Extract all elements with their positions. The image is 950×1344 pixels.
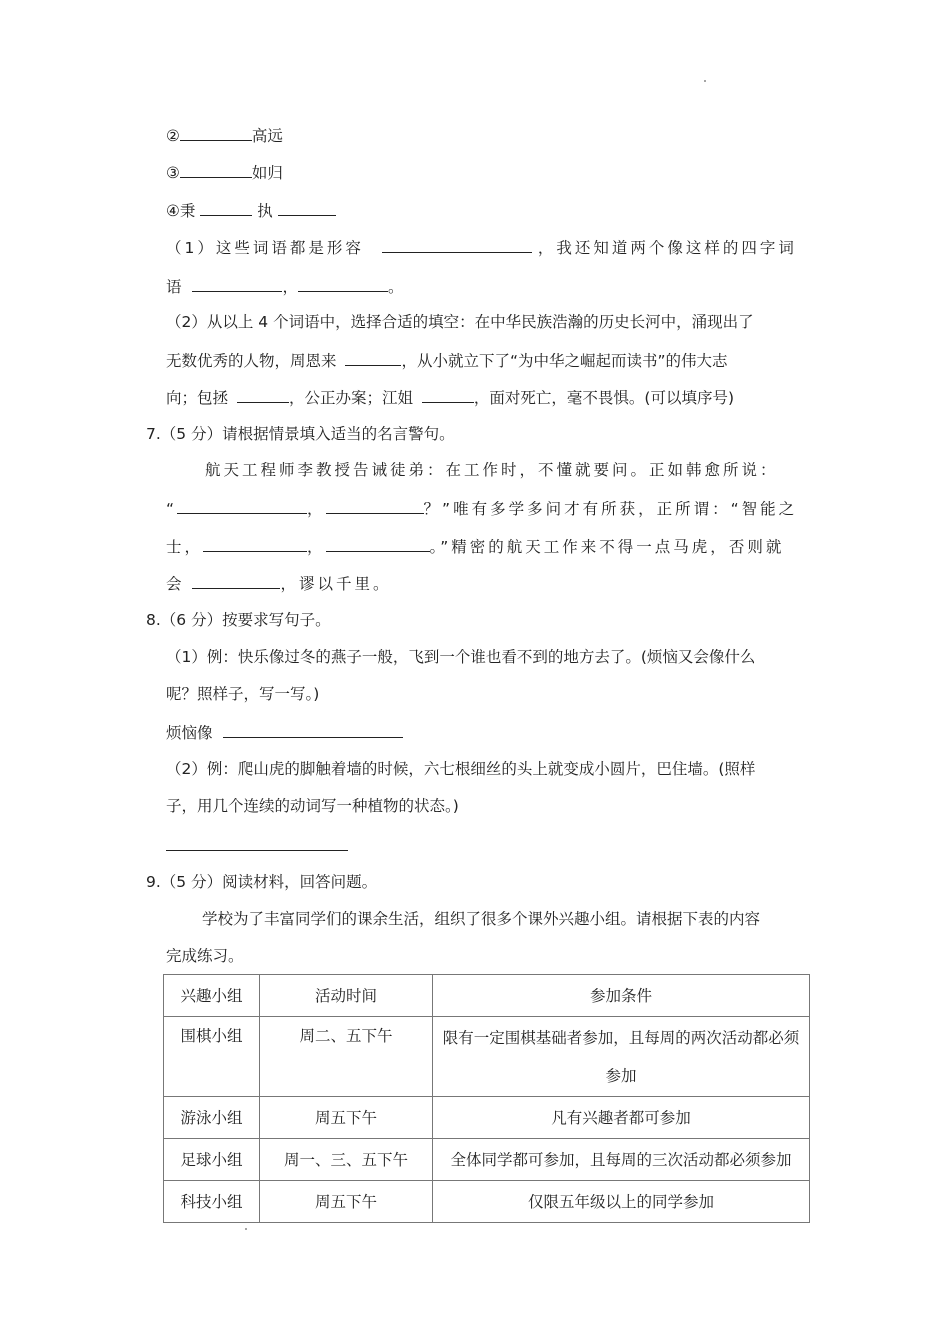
q6-p2-a: （2）从以上 4 个词语中，选择合适的填空：在中华民族浩瀚的历史长河中，涌现出了 (166, 313, 754, 331)
item-4-prefix: ④秉 (166, 202, 196, 220)
q7-blank-4[interactable] (326, 535, 430, 552)
q8-p1-line2 (166, 684, 319, 704)
item-2-suffix: 高远 (251, 127, 283, 145)
item-3 (166, 161, 283, 183)
q8-p1-b: 呢？照样子，写一写。) (166, 685, 320, 703)
table-row (164, 1017, 810, 1097)
table-row (164, 1097, 810, 1139)
q8-p1-line1 (166, 647, 755, 667)
q6-p2-e: ，公正办案；江姐 (288, 389, 413, 407)
q6-p1-comma: ， (282, 278, 298, 296)
item-2 (166, 124, 283, 146)
q8-p1-blank[interactable] (223, 721, 403, 738)
table-cell: 周一、三、五下午 (260, 1139, 433, 1181)
table-cell: 科技小组 (164, 1181, 260, 1223)
q7-l2-open: “ (166, 500, 178, 518)
q9-line2 (166, 946, 244, 966)
table-header-row (164, 975, 810, 1017)
page-speck-top (704, 80, 706, 82)
q9-l1: 学校为了丰富同学们的课余生活，组织了很多个课外兴趣小组。请根据下表的内容 (202, 910, 761, 928)
q6-p2-line3 (166, 386, 734, 408)
q8-p2-line2 (166, 796, 459, 816)
item-4 (166, 199, 336, 221)
q7-heading (146, 424, 455, 444)
q6-p1-blank-main[interactable] (382, 236, 532, 253)
item-4-mid: 执 (257, 202, 273, 220)
q6-p2-blank-bao[interactable] (237, 386, 289, 403)
q8-p2-a: （2）例：爬山虎的脚触着墙的时候，六七根细丝的头上就变成小圆片，巴住墙。(照样 (166, 760, 756, 778)
table-cell: 全体同学都可参加，且每周的三次活动都必须参加 (433, 1139, 810, 1181)
table-cell: 游泳小组 (164, 1097, 260, 1139)
q6-p1-period: 。 (387, 278, 404, 296)
q7-blank-2[interactable] (326, 497, 424, 514)
item-3-suffix: 如归 (251, 164, 283, 182)
q6-p2-line1 (166, 312, 754, 332)
q6-p2-c: ，从小就立下了“为中华之崛起而读书”的伟大志 (401, 352, 728, 370)
q6-p1-line1 (166, 236, 797, 258)
interest-groups-table (163, 974, 810, 1223)
q6-p1-b: ，我还知道两个像这样的四字词 (537, 239, 797, 257)
q7-head: 7.（5 分）请根据情景填入适当的名言警句。 (146, 425, 455, 443)
q6-p2-f: ，面对死亡，毫不畏惧。(可以填序号) (473, 389, 735, 407)
q7-l3-comma: ， (307, 538, 326, 556)
q8-p1-c: 烦恼像 (166, 724, 213, 742)
table-cell: 围棋小组 (164, 1017, 260, 1097)
q6-p1-c: 语 (166, 278, 182, 296)
q7-l3-a: 士， (166, 538, 204, 556)
q7-line1 (205, 460, 779, 480)
q6-p2-line2 (166, 349, 728, 371)
q8-p2-line1 (166, 759, 755, 779)
q6-p2-d: 向；包拯 (166, 389, 229, 407)
table-row (164, 1139, 810, 1181)
item-2-blank[interactable] (180, 124, 252, 141)
q9-head: 9.（5 分）阅读材料，回答问题。 (146, 873, 378, 891)
q7-l1: 航天工程师李教授告诫徒弟：在工作时，不懂就要问。正如韩愈所说： (205, 461, 779, 479)
q7-l4-a: 会 (166, 575, 185, 593)
q6-p2-blank-jiang[interactable] (422, 386, 474, 403)
q8-heading (146, 610, 331, 630)
q7-blank-3[interactable] (203, 535, 307, 552)
q7-line2 (166, 497, 797, 519)
q7-l2-tail: ？”唯有多学多问才有所获，正所谓：“智能之 (423, 500, 798, 518)
q6-p2-b: 无数优秀的人物，周恩来 (166, 352, 337, 370)
q6-p2-blank-zhou[interactable] (345, 349, 401, 366)
q9-heading (146, 872, 377, 892)
table-row (164, 1181, 810, 1223)
q8-head: 8.（6 分）按要求写句子。 (146, 611, 331, 629)
q9-line1 (202, 909, 760, 929)
q6-p1-blank-a[interactable] (192, 275, 282, 292)
item-4-blank-2[interactable] (278, 199, 336, 216)
q8-p1-a: （1）例：快乐像过冬的燕子一般，飞到一个谁也看不到的地方去了。(烦恼又会像什么 (166, 648, 756, 666)
table-cell: 周五下午 (260, 1097, 433, 1139)
q7-line3 (166, 535, 784, 557)
q7-l2-comma: ， (307, 500, 326, 518)
q8-p2-b: 子，用几个连续的动词写一种植物的状态。) (166, 797, 459, 815)
item-3-blank[interactable] (180, 161, 252, 178)
table-cell: 凡有兴趣者都可参加 (433, 1097, 810, 1139)
item-2-mark: ② (166, 127, 180, 145)
table-cell: 周五下午 (260, 1181, 433, 1223)
q7-l3-tail: 。”精密的航天工作来不得一点马虎，否则就 (429, 538, 785, 556)
q9-l2: 完成练习。 (166, 947, 244, 965)
q7-blank-5[interactable] (192, 572, 280, 589)
q8-p2-blank[interactable] (166, 834, 348, 851)
q8-p2-answer-line (166, 834, 348, 856)
table-header-cell: 兴趣小组 (164, 975, 260, 1017)
q7-line4 (166, 572, 391, 594)
q6-p1-blank-b[interactable] (298, 275, 388, 292)
page-speck-bottom (245, 1228, 247, 1230)
item-4-blank-1[interactable] (200, 199, 252, 216)
q7-l4-tail: ，谬以千里。 (280, 575, 392, 593)
table-header-cell: 活动时间 (260, 975, 433, 1017)
q8-p1-line3 (166, 721, 403, 743)
q7-blank-1[interactable] (177, 497, 307, 514)
q6-p1-a: （1）这些词语都是形容 (166, 239, 364, 257)
table-cell: 足球小组 (164, 1139, 260, 1181)
table-cell: 限有一定围棋基础者参加，且每周的两次活动都必须参加 (433, 1017, 810, 1097)
table-cell: 周二、五下午 (260, 1017, 433, 1097)
table-header-cell: 参加条件 (433, 975, 810, 1017)
item-3-mark: ③ (166, 164, 180, 182)
table-cell: 仅限五年级以上的同学参加 (433, 1181, 810, 1223)
q6-p1-line2 (166, 275, 403, 297)
